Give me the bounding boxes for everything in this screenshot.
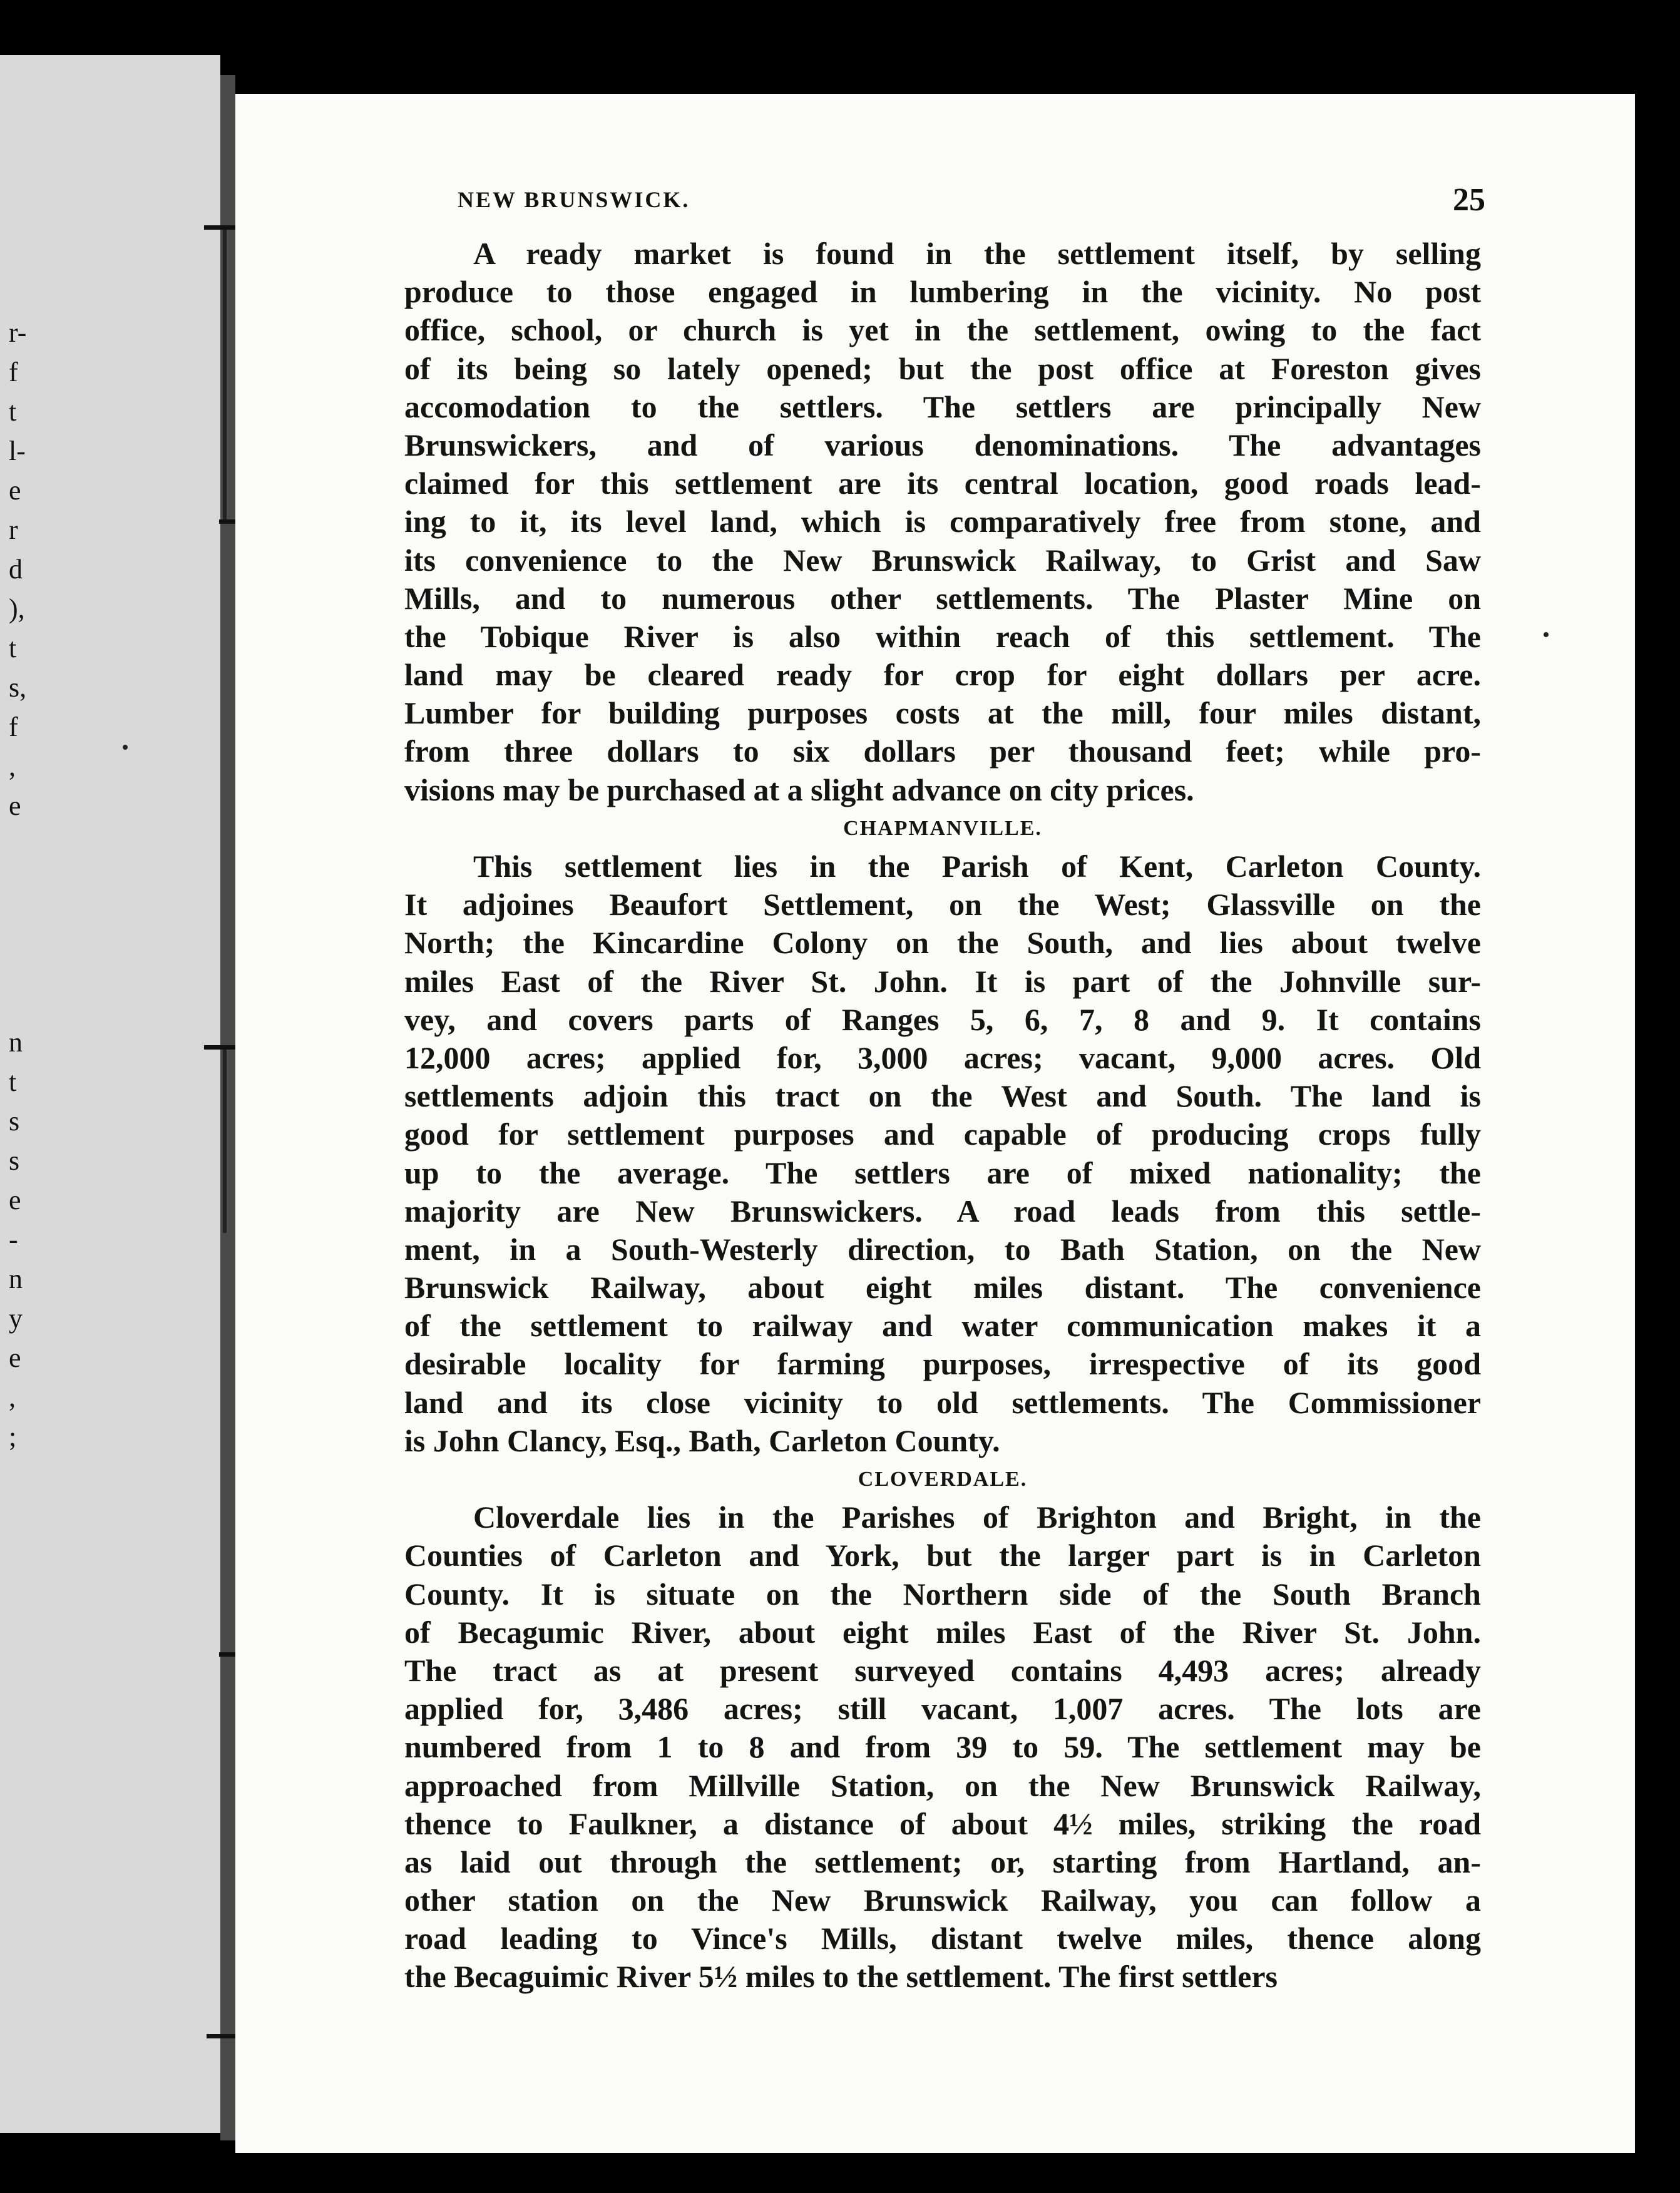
text-line: of the settlement to railway and water communication makes it a <box>404 1308 1481 1344</box>
left-page-fragment: f <box>9 357 18 387</box>
left-page-fragment: t <box>9 1066 17 1097</box>
ink-speck <box>123 745 128 750</box>
left-page-fragment: l- <box>9 436 26 466</box>
left-page-fragment <box>9 904 34 944</box>
left-page-fragment: f <box>9 712 18 742</box>
text-line: North; the Kincardine Colony on the South, and lies about twelve <box>404 925 1481 961</box>
text-line: visions may be purchased at a slight advance on city prices. <box>404 772 1194 807</box>
text-line: settlements adjoin this tract on the West and South. The land is <box>404 1078 1481 1114</box>
left-page-fragment: , <box>9 751 16 782</box>
text-line: Brunswickers, and of various denominations. The advantages <box>404 427 1481 463</box>
left-page-fragment <box>9 983 34 1023</box>
text-line: Mills, and to numerous other settlements. The Plaster Mine on <box>404 580 1481 616</box>
running-head: NEW BRUNSWICK. <box>458 187 690 212</box>
left-page-fragment: e <box>9 475 21 506</box>
left-page-fragment: n <box>9 1027 23 1058</box>
left-page-fragment: e <box>9 790 21 821</box>
left-page-fragment: ), <box>9 593 25 624</box>
paragraph-cloverdale <box>404 1498 1481 1996</box>
heading-cloverdale: CLOVERDALE. <box>858 1468 1028 1491</box>
left-page-fragment <box>9 826 34 865</box>
paragraph-chapmanville <box>404 847 1481 1460</box>
text-line: of its being so lately opened; but the post office at Foreston gives <box>404 350 1481 386</box>
left-page-fragment: s <box>9 1145 20 1176</box>
text-line: up to the average. The settlers are of mixed nationality; the <box>404 1155 1481 1190</box>
text-line: 12,000 acres; applied for, 3,000 acres; vacant, 9,000 acres. Old <box>404 1040 1481 1075</box>
heading-chapmanville: CHAPMANVILLE. <box>843 816 1042 840</box>
text-line: approached from Millville Station, on the New Brunswick Railway, <box>404 1767 1481 1803</box>
ink-speck <box>1544 632 1549 637</box>
stitch-mark <box>223 225 227 519</box>
text-line: claimed for this settlement are its central location, good roads lead- <box>404 466 1481 501</box>
text-line: as laid out through the settlement; or, starting from Hartland, an- <box>404 1844 1481 1879</box>
text-line: A ready market is found in the settlement itself, by selling <box>473 236 1481 271</box>
text-line: accomodation to the settlers. The settlers are principally New <box>404 389 1481 424</box>
left-page-fragment: d <box>9 554 23 585</box>
left-page-fragment <box>9 865 34 904</box>
left-page-fragment <box>9 1496 34 1535</box>
text-line: applied for, 3,486 acres; still vacant, 1,007 acres. The lots are <box>404 1691 1481 1727</box>
paragraph-market <box>404 235 1481 809</box>
text-line: The tract as at present surveyed contains 4,493 acres; already <box>404 1652 1481 1688</box>
text-line: good for settlement purposes and capable of producing crops fully <box>404 1117 1481 1152</box>
left-page-fragment: ; <box>9 1421 17 1452</box>
text-line: This settlement lies in the Parish of Kent, Carleton County. <box>473 849 1481 884</box>
left-page-fragment: s, <box>9 672 27 703</box>
left-page-fragment: r <box>9 514 18 545</box>
left-page-fragment: y <box>9 1303 23 1334</box>
text-line: numbered from 1 to 8 and from 39 to 59. The settlement may be <box>404 1729 1481 1765</box>
text-line: the Becaguimic River 5½ miles to the settlement. The first settlers <box>404 1959 1278 1995</box>
text-line: thence to Faulkner, a distance of about 4½ miles, striking the road <box>404 1806 1481 1841</box>
text-line: office, school, or church is yet in the settlement, owing to the fact <box>404 312 1481 348</box>
text-line: Counties of Carleton and York, but the larger part is in Carleton <box>404 1538 1481 1573</box>
text-line: is John Clancy, Esq., Bath, Carleton County. <box>404 1423 1000 1458</box>
text-line: land may be cleared ready for crop for eight dollars per acre. <box>404 657 1481 693</box>
text-line: County. It is situate on the Northern side of the South Branch <box>404 1576 1481 1612</box>
left-page-fragment <box>9 1456 34 1496</box>
text-line: road leading to Vince's Mills, distant twelve miles, thence along <box>404 1921 1481 1956</box>
page-body <box>404 235 1481 1996</box>
book-page <box>235 94 1635 2153</box>
left-page-fragment: n <box>9 1264 23 1294</box>
left-page-fragment: t <box>9 633 17 663</box>
text-line: the Tobique River is also within reach of this settlement. The <box>404 618 1481 654</box>
text-line: its convenience to the New Brunswick Railway, to Grist and Saw <box>404 542 1481 578</box>
left-page-fragment: e <box>9 1342 21 1373</box>
text-line: ment, in a South-Westerly direction, to Bath Station, on the New <box>404 1231 1481 1267</box>
stitch-mark <box>223 1045 227 1233</box>
text-line: Brunswick Railway, about eight miles distant. The convenience <box>404 1270 1481 1306</box>
left-page-fragment <box>9 1535 34 1575</box>
text-line: It adjoines Beaufort Settlement, on the West; Glassville on the <box>404 887 1481 923</box>
left-page-fragment-column <box>9 313 34 1575</box>
left-page-fragment: r- <box>9 317 27 348</box>
text-line: majority are New Brunswickers. A road leads from this settle- <box>404 1193 1481 1229</box>
left-page-fragment: e <box>9 1185 21 1215</box>
left-page-fragment <box>9 944 34 983</box>
left-page-fragment: t <box>9 396 17 427</box>
left-page-fragment: s <box>9 1106 20 1137</box>
text-line: miles East of the River St. John. It is part of the Johnville sur- <box>404 963 1481 999</box>
text-line: other station on the New Brunswick Railway, you can follow a <box>404 1883 1481 1918</box>
text-line: of Becagumic River, about eight miles East of the River St. John. <box>404 1614 1481 1650</box>
page-number: 25 <box>1453 182 1485 218</box>
left-page-fragment: , <box>9 1382 16 1413</box>
text-line: ing to it, its level land, which is comparatively free from stone, and <box>404 504 1481 539</box>
text-line: Lumber for building purposes costs at the mill, four miles distant, <box>404 695 1481 731</box>
text-line: produce to those engaged in lumbering in the vicinity. No post <box>404 274 1481 310</box>
text-line: desirable locality for farming purposes, irrespective of its good <box>404 1346 1481 1382</box>
left-page-fragment: - <box>9 1224 18 1255</box>
text-line: Cloverdale lies in the Parishes of Brighton and Bright, in the <box>473 1500 1481 1535</box>
text-line: vey, and covers parts of Ranges 5, 6, 7, 8 and 9. It contains <box>404 1001 1481 1037</box>
text-line: land and its close vicinity to old settlements. The Commissioner <box>404 1384 1481 1420</box>
text-line: from three dollars to six dollars per thousand feet; while pro- <box>404 734 1481 769</box>
